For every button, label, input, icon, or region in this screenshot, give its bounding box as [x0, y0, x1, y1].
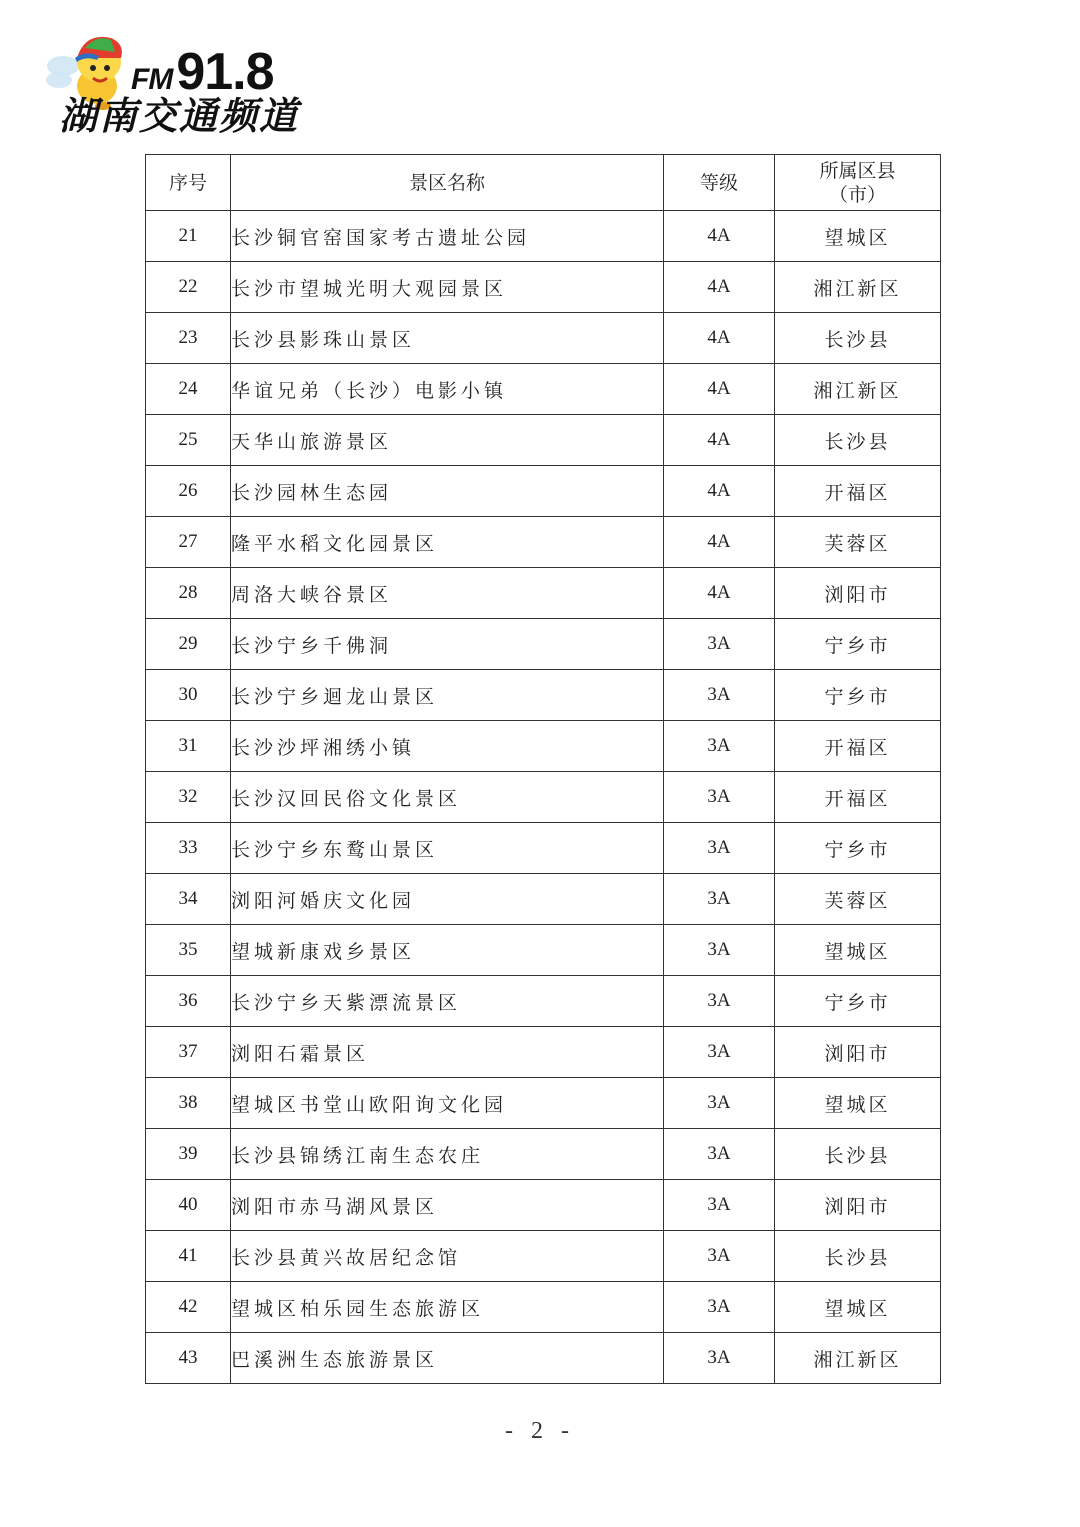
scenic-area-name: 周洛大峡谷景区 [231, 568, 664, 619]
district-name: 望城区 [775, 211, 941, 262]
table-row [146, 1180, 941, 1231]
scenic-area-name: 华谊兄弟（长沙）电影小镇 [231, 364, 664, 415]
table-row [146, 925, 941, 976]
row-number: 28 [146, 568, 231, 619]
district-name: 宁乡市 [775, 619, 941, 670]
district-name: 芙蓉区 [775, 517, 941, 568]
table-row [146, 721, 941, 772]
district-name: 湘江新区 [775, 364, 941, 415]
district-name: 长沙县 [775, 415, 941, 466]
row-number: 36 [146, 976, 231, 1027]
scenic-area-name: 望城区柏乐园生态旅游区 [231, 1282, 664, 1333]
scenic-area-name: 长沙宁乡迴龙山景区 [231, 670, 664, 721]
district-name: 湘江新区 [775, 262, 941, 313]
table-header-row [146, 155, 941, 211]
channel-name: 湖南交通频道 [59, 94, 300, 138]
scenic-area-name: 长沙县黄兴故居纪念馆 [231, 1231, 664, 1282]
scenic-area-name: 长沙宁乡东鹜山景区 [231, 823, 664, 874]
table-row [146, 670, 941, 721]
row-number: 30 [146, 670, 231, 721]
scenic-area-grade: 4A [664, 364, 775, 415]
row-number: 34 [146, 874, 231, 925]
table-row [146, 466, 941, 517]
district-name: 望城区 [775, 925, 941, 976]
district-name: 宁乡市 [775, 670, 941, 721]
scenic-area-grade: 4A [664, 211, 775, 262]
header-number: 序号 [146, 155, 231, 211]
table-row [146, 568, 941, 619]
scenic-area-grade: 3A [664, 1282, 775, 1333]
district-name: 浏阳市 [775, 1180, 941, 1231]
table-row [146, 1333, 941, 1384]
frequency-value: 91.8 [176, 43, 274, 101]
scenic-area-grade: 4A [664, 517, 775, 568]
scenic-area-grade: 3A [664, 772, 775, 823]
scenic-area-grade: 3A [664, 925, 775, 976]
district-name: 浏阳市 [775, 1027, 941, 1078]
row-number: 39 [146, 1129, 231, 1180]
scenic-area-grade: 4A [664, 262, 775, 313]
row-number: 29 [146, 619, 231, 670]
scenic-area-name: 长沙铜官窑国家考古遗址公园 [231, 211, 664, 262]
header-district-text: 所属区县（市） [819, 159, 896, 206]
scenic-area-name: 长沙沙坪湘绣小镇 [231, 721, 664, 772]
row-number: 37 [146, 1027, 231, 1078]
scenic-area-grade: 4A [664, 415, 775, 466]
row-number: 42 [146, 1282, 231, 1333]
row-number: 23 [146, 313, 231, 364]
row-number: 41 [146, 1231, 231, 1282]
district-name: 开福区 [775, 466, 941, 517]
scenic-area-grade: 3A [664, 823, 775, 874]
row-number: 43 [146, 1333, 231, 1384]
row-number: 26 [146, 466, 231, 517]
table-row [146, 364, 941, 415]
table-row [146, 1027, 941, 1078]
scenic-area-name: 浏阳石霜景区 [231, 1027, 664, 1078]
table-row [146, 874, 941, 925]
scenic-area-name: 长沙县锦绣江南生态农庄 [231, 1129, 664, 1180]
header-grade: 等级 [664, 155, 775, 211]
district-name: 开福区 [775, 721, 941, 772]
scenic-area-name: 长沙宁乡千佛洞 [231, 619, 664, 670]
row-number: 38 [146, 1078, 231, 1129]
district-name: 宁乡市 [775, 823, 941, 874]
table-body [146, 211, 941, 1384]
row-number: 31 [146, 721, 231, 772]
fm-prefix: FM [131, 63, 173, 96]
table-row [146, 619, 941, 670]
table-row [146, 1282, 941, 1333]
row-number: 40 [146, 1180, 231, 1231]
row-number: 25 [146, 415, 231, 466]
scenic-area-name: 长沙园林生态园 [231, 466, 664, 517]
table-row [146, 976, 941, 1027]
scenic-area-name: 长沙县影珠山景区 [231, 313, 664, 364]
table-row [146, 823, 941, 874]
district-name: 开福区 [775, 772, 941, 823]
scenic-area-grade: 4A [664, 568, 775, 619]
row-number: 22 [146, 262, 231, 313]
scenic-area-grade: 3A [664, 1129, 775, 1180]
scenic-area-grade: 3A [664, 619, 775, 670]
page-number: - 2 - [505, 1418, 575, 1444]
table-row [146, 211, 941, 262]
row-number: 27 [146, 517, 231, 568]
scenic-area-grade: 3A [664, 721, 775, 772]
scenic-area-name: 浏阳市赤马湖风景区 [231, 1180, 664, 1231]
district-name: 浏阳市 [775, 568, 941, 619]
scenic-area-grade: 4A [664, 313, 775, 364]
scenic-area-name: 长沙汉回民俗文化景区 [231, 772, 664, 823]
scenic-area-name: 望城新康戏乡景区 [231, 925, 664, 976]
scenic-area-grade: 4A [664, 466, 775, 517]
scenic-area-name: 天华山旅游景区 [231, 415, 664, 466]
scenic-area-grade: 3A [664, 976, 775, 1027]
table-row [146, 772, 941, 823]
district-name: 湘江新区 [775, 1333, 941, 1384]
scenic-area-grade: 3A [664, 1333, 775, 1384]
row-number: 33 [146, 823, 231, 874]
table-row [146, 1078, 941, 1129]
row-number: 24 [146, 364, 231, 415]
scenic-area-name: 长沙市望城光明大观园景区 [231, 262, 664, 313]
district-name: 长沙县 [775, 313, 941, 364]
scenic-area-grade: 3A [664, 1027, 775, 1078]
table-row [146, 1231, 941, 1282]
table-row [146, 262, 941, 313]
scenic-area-name: 隆平水稻文化园景区 [231, 517, 664, 568]
table-row [146, 517, 941, 568]
district-name: 长沙县 [775, 1231, 941, 1282]
scenic-area-name: 望城区书堂山欧阳询文化园 [231, 1078, 664, 1129]
station-logo [45, 28, 325, 140]
district-name: 望城区 [775, 1078, 941, 1129]
scenic-area-grade: 3A [664, 874, 775, 925]
scenic-area-name: 巴溪洲生态旅游景区 [231, 1333, 664, 1384]
scenic-area-grade: 3A [664, 1180, 775, 1231]
district-name: 宁乡市 [775, 976, 941, 1027]
header-district [775, 155, 941, 211]
header-name: 景区名称 [231, 155, 664, 211]
district-name: 望城区 [775, 1282, 941, 1333]
scenic-area-grade: 3A [664, 670, 775, 721]
district-name: 长沙县 [775, 1129, 941, 1180]
row-number: 21 [146, 211, 231, 262]
table-row [146, 1129, 941, 1180]
table-row [146, 313, 941, 364]
scenic-area-name: 长沙宁乡天紫漂流景区 [231, 976, 664, 1027]
table-row [146, 415, 941, 466]
district-name: 芙蓉区 [775, 874, 941, 925]
scenic-area-grade: 3A [664, 1231, 775, 1282]
row-number: 35 [146, 925, 231, 976]
scenic-area-name: 浏阳河婚庆文化园 [231, 874, 664, 925]
row-number: 32 [146, 772, 231, 823]
scenic-area-table [145, 154, 941, 1384]
scenic-area-grade: 3A [664, 1078, 775, 1129]
